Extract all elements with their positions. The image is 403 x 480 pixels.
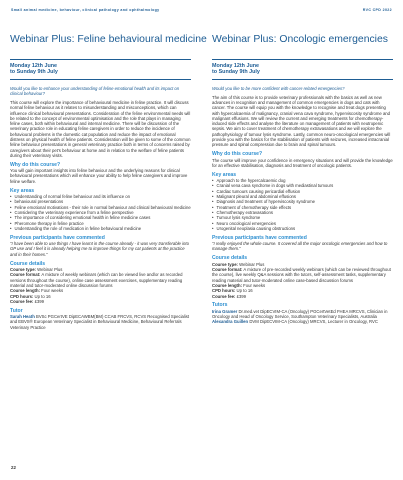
- running-header-brand: RVC CPD 2022: [362, 8, 392, 12]
- detail-course-length: Course length: Four weeks: [212, 282, 266, 288]
- course-column-oncology: [212, 34, 393, 325]
- date-divider: [212, 79, 393, 80]
- course-description: The aim of this course is to provide veterinary professionals with the basics as well as new advances in recognition and management of common emergencies in dogs and cats with cancer. The course will equip you with the knowledge to recognise and treat dogs presenting with hypercalcaemia of malignancy, cranial vena cava syndrome, hyperviscosity syndrome and malignant effusions. We will review the current and emerging treatments for chemotherapy-induced side effects and analyse the literature on management of patients with neutropenic sepsis. We aim to cover treatment of chemotherapy extravasations and we will explore the pathophysiology of tumour lysis syndrome. Lastly, common neuro-oncological emergencies will provide you with the basics for the stabilisation of patients with seizures, increased intracranial pressure and spinal compression due to brain and spinal tumours.: [212, 94, 391, 148]
- course-title: Webinar Plus: Feline behavioural medicine: [10, 34, 207, 45]
- list-item: • Treatment of chemotherapy side effects: [212, 205, 393, 210]
- list-item: • Feline emotional motivations - their role in normal behaviour and clinical behavioural medicine: [10, 205, 191, 210]
- list-item: • behavioural presentations: [10, 199, 191, 204]
- list-item: • Understanding of normal feline behaviour and its influence on: [10, 194, 191, 199]
- course-date-start: Monday 12th June: [10, 63, 58, 69]
- tutor-entry: Sarah Heath BVSc PGCertVE DipECAWBM(BM) CCAB FRCVS, RCVS Recognised Specialist and EBVS® European Veterinary Specialist in Behavioural Medicine, Behavioural Referrals Veterinary Practice: [10, 314, 190, 330]
- detail-course-type: Course type: Webinar Plus: [212, 261, 265, 267]
- participant-quote: "I really enjoyed the whole course. It covered all the major oncologic emergencies and how to manage them.": [212, 241, 388, 252]
- tutor-entry: Irina Gramer Dr.med.vet DipECVIM-CA (Oncology) PGCertVetEd FHEA MRCVS, Clinician in Oncology and Head of Oncology Service, Southampton Veterinary Specialists, Australia: [212, 308, 388, 320]
- course-date-start: Monday 12th June: [212, 63, 260, 69]
- list-item: • Tumour lysis syndrome: [212, 215, 393, 220]
- running-header-section: Small animal medicine, behaviour, clinical pathology and ophthalmology: [11, 8, 160, 12]
- detail-cpd-hours: CPD hours: Up to 16: [10, 293, 51, 299]
- list-item: • Approach to the hypercalcaemic dog: [212, 178, 393, 183]
- course-date-end: to Sunday 9th July: [10, 69, 58, 76]
- detail-course-length: Course length: Four weeks: [10, 288, 64, 294]
- course-date-end: to Sunday 9th July: [212, 69, 260, 76]
- list-item: • The importance of considering emotional health in feline medicine cases: [10, 215, 191, 220]
- title-divider: [212, 59, 393, 60]
- section-heading-details: Course details: [10, 260, 46, 267]
- section-heading-details: Course details: [212, 255, 248, 262]
- key-areas-list: [212, 178, 393, 231]
- list-item: • Cranial vena cava syndrome in dogs with mediastinal tumours: [212, 183, 393, 188]
- course-intro: Would you like to enhance your understanding of feline emotional health and its impact on clinical behaviour?: [10, 85, 180, 97]
- section-heading-comments: Previous participants have commented: [10, 234, 105, 241]
- list-item: • Chemotherapy extravasations: [212, 210, 393, 215]
- detail-course-format: Course format: A mixture of weekly webinars (which can be viewed live and/or as recorded versions throughout the course), online case assessment exercises, supplementary reading material and tutor-moderated online discussion forums: [10, 272, 183, 288]
- list-item: • Diagnosis and treatment of hyperviscosity syndrome: [212, 199, 393, 204]
- participant-quote: "I have been able to use things I have learnt in the course already - it was very transferable into GP use and I feel it is already helping me to improve things for my cat patients at the practice and in their homes.": [10, 241, 189, 257]
- course-description: This course will explore the importance of behavioural medicine in feline practice. It will discuss normal feline behaviour as it relates to misunderstanding and misconceptions, which can influence clinical behavioural presentations. Consideration of the feline environmental needs will be related to the concept of environmental optimisation and the role that plays in managing feline cases, both within behavioural and internal medicine. There will be discussion of the veterinary practice role in educating feline caregivers in order to reduce the incidence of behavioural problems in the domestic cat population and reduce the impact of emotional distress on physical health of feline patients. Consideration will be given to some of the common feline behaviour presentations in general veterinary practice both in terms of concerns raised by caregivers about their pet's behaviour at home and in relation to the welfare of feline patients during their veterinary visits.: [10, 99, 191, 158]
- course-title: Webinar Plus: Oncologic emergencies: [212, 34, 388, 45]
- detail-course-type: Course type: Webinar Plus: [10, 267, 63, 273]
- why-description: The course will improve your confidence in emergency situations and will provide the knowledge for an effective stabilisation, diagnosis and treatment of oncologic patients.: [212, 157, 393, 168]
- section-heading-why: Why do this course?: [10, 161, 61, 168]
- list-item: • Malignant pleural and abdominal effusions: [212, 194, 393, 199]
- section-heading-tutor: Tutor: [10, 307, 23, 314]
- detail-course-fee: Course fee: £399: [10, 298, 45, 304]
- list-item: • Understanding the role of medication in feline behavioural medicine: [10, 226, 191, 231]
- list-item: • Neuro oncological emergencies: [212, 221, 393, 226]
- page-number: 22: [11, 465, 16, 470]
- section-heading-key-areas: Key areas: [10, 187, 35, 194]
- detail-course-format: Course format: A mixture of pre-recorded weekly webinars (which can be reviewed throughout the course), live weekly Q&A sessions with the tutors, self-assessment tasks, supplementary reading material and tutor-moderated online case-based discussion forums: [212, 267, 391, 283]
- title-divider: [10, 59, 191, 60]
- list-item: • Considering the veterinary experience from a feline perspective: [10, 210, 191, 215]
- detail-cpd-hours: CPD hours: Up to 16: [212, 288, 253, 294]
- course-column-feline: [10, 34, 207, 330]
- date-divider: [10, 79, 191, 80]
- list-item: • Pheromone therapy in feline practice: [10, 221, 191, 226]
- list-item: • Urogenital neoplasia causing obstructions: [212, 226, 393, 231]
- section-heading-comments: Previous participants have commented: [212, 234, 307, 241]
- why-description: You will gain important insights into feline behaviour and the underlying reasons for clinical behavioural presentations which will enhance your ability to help feline caregivers and improve feline welfare.: [10, 168, 188, 184]
- section-heading-why: Why do this course?: [212, 151, 263, 158]
- list-item: • Cardiac tumours causing pericardial effusion: [212, 189, 393, 194]
- section-heading-key-areas: Key areas: [212, 171, 237, 178]
- course-intro: Would you like to be more confident with cancer-related emergencies?: [212, 85, 345, 91]
- section-heading-tutors: Tutors: [212, 302, 228, 309]
- tutor-entry: Alexandra Guillen DVM DipECVIM-CA (Oncology) MRCVS, Lecturer in Oncology, RVC: [212, 319, 378, 325]
- detail-course-fee: Course fee: £399: [212, 293, 247, 299]
- key-areas-list: [10, 194, 191, 231]
